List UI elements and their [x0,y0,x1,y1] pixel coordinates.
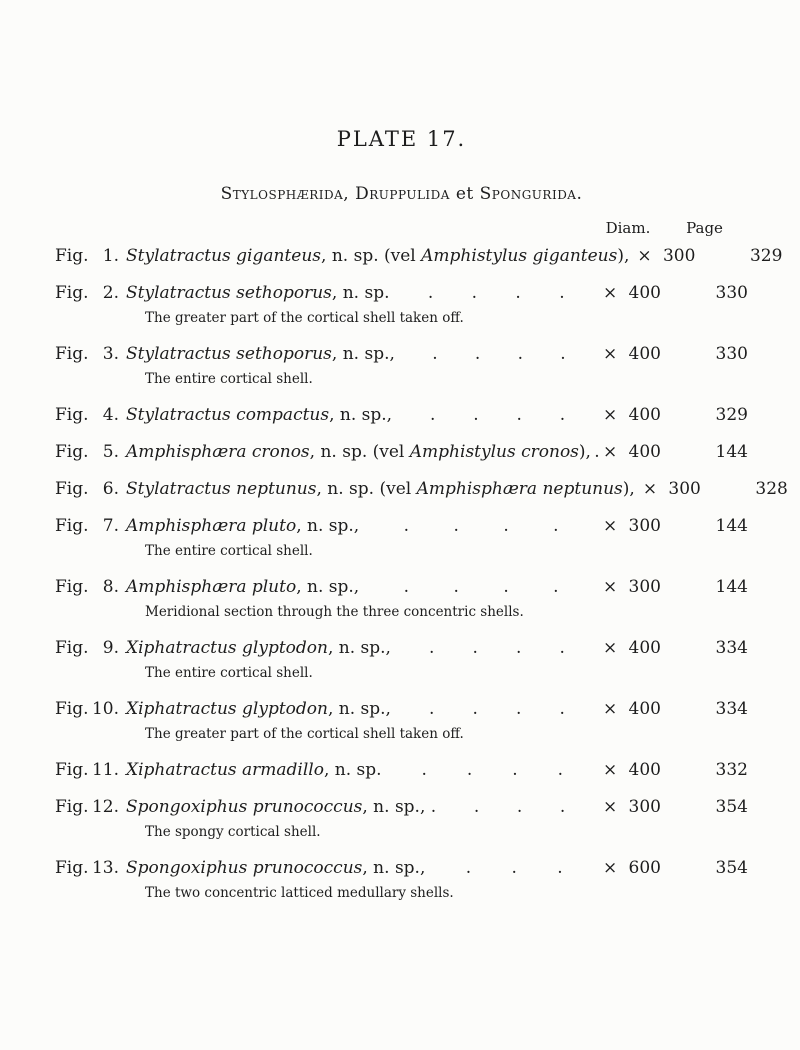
times-symbol: × [603,577,618,597]
species-name [119,636,391,660]
times-symbol: × [603,283,618,303]
subtitle-segment: Stylosphærida, Druppulida [220,184,450,204]
leader-dot: . [432,344,438,364]
figure-label [55,440,119,464]
species-name [119,440,591,464]
leader-dot: . [473,405,479,425]
leader-dots [359,514,603,538]
diam-cell [603,440,661,464]
species-name [119,403,392,427]
sub-caption: The entire cortical shell. [145,665,313,681]
leader-dot: . [559,405,566,425]
diam-cell [603,856,661,880]
sub-caption: Meridional section through the three concentric shells. [145,604,524,620]
species-name [119,856,425,880]
figure-label [55,636,119,660]
page-value: 144 [715,516,748,536]
diam-cell [643,477,701,501]
diam-value: 300 [628,516,661,536]
species-name-segment: , n. sp., [296,516,360,536]
figure-entry-line [55,281,748,305]
leader-dots [591,440,603,464]
species-name [119,514,359,538]
page-value: 334 [715,699,748,719]
figure-number: 5. [102,442,119,462]
table-row [55,575,748,623]
leader-dot: . [557,858,563,878]
times-symbol: × [603,760,618,780]
figure-number: 11. [91,760,119,780]
figure-entry-line [55,342,748,366]
figure-prefix: Fig. [55,516,89,536]
species-name [119,342,395,366]
column-header-diam: Diam. [605,219,651,237]
figure-prefix: Fig. [55,699,89,719]
leader-dots [436,795,603,819]
figure-prefix: Fig. [55,760,89,780]
species-name-segment: , n. sp., [296,577,360,597]
leader-dot: . [553,516,559,536]
species-name-segment: , n. sp., [327,638,391,658]
figure-list [55,244,788,904]
leader-dot: . [472,638,478,658]
species-name-segment: Amphisphæra pluto [126,577,297,597]
leader-dot: . [453,577,459,597]
plate-subtitle [55,184,748,204]
species-name-segment: Stylatractus giganteus [126,246,322,266]
diam-value: 300 [628,797,661,817]
page-value: 329 [749,246,783,266]
figure-number: 4. [102,405,119,425]
leader-dot: . [427,283,434,303]
figure-number: 8. [102,577,119,597]
diam-cell [603,403,661,427]
figure-prefix: Fig. [55,246,89,266]
diam-value: 400 [628,405,661,425]
leader-dots [391,697,603,721]
species-name-segment: Stylatractus sethoporus [126,283,332,303]
figure-number: 9. [102,638,119,658]
leader-dot: . [557,760,563,780]
figure-label [55,477,119,501]
species-name-segment: Amphisphæra neptunus [416,479,623,499]
table-row [55,440,748,464]
diam-cell [603,281,661,305]
page-value: 354 [715,797,748,817]
diam-cell [637,244,695,268]
leader-dots [392,403,603,427]
species-name-segment: Stylatractus neptunus [126,479,317,499]
leader-dot: . [594,442,600,462]
species-name [119,697,391,721]
leader-dots [425,856,603,880]
figure-label [55,281,119,305]
species-name [119,758,382,782]
figure-number: 13. [91,858,119,878]
species-name-segment: , n. sp., [329,405,393,425]
figure-prefix: Fig. [55,283,89,303]
species-name-segment: Stylatractus sethoporus [126,344,332,364]
diam-cell [603,575,661,599]
leader-dot: . [515,283,521,303]
figure-entry-line [55,856,748,880]
leader-dot: . [516,699,522,719]
species-name-segment: , n. sp., [327,699,391,719]
table-row [55,697,748,745]
subtitle-segment: Spongurida. [479,184,583,204]
page-value: 144 [715,577,748,597]
species-name-segment: , n. sp. [331,283,390,303]
table-row [55,636,748,684]
figure-entry-line [55,477,788,501]
leader-dot: . [503,516,509,536]
diam-cell [603,758,661,782]
table-row [55,758,748,782]
figure-number: 10. [91,699,119,719]
diam-value: 600 [628,858,661,878]
diam-cell [603,342,661,366]
leader-dot: . [553,577,559,597]
page-value: 328 [755,479,788,499]
figure-entry-line [55,575,748,599]
table-row [55,342,748,390]
species-name-segment: Spongoxiphus prunococcus [126,858,363,878]
diam-value: 400 [628,442,661,462]
leader-dots [395,342,603,366]
diam-value: 300 [668,479,701,499]
leader-dot: . [512,760,518,780]
figure-number: 3. [102,344,119,364]
times-symbol: × [603,699,618,719]
species-name [119,244,629,268]
sub-caption: The entire cortical shell. [145,371,313,387]
table-row [55,856,748,904]
leader-dots [391,636,603,660]
species-name-segment: Amphisphæra cronos [126,442,310,462]
species-name-segment: ), [617,246,630,266]
species-name-segment: Xiphatractus glyptodon [126,699,328,719]
figure-entry-line [55,440,748,464]
figure-prefix: Fig. [55,479,89,499]
leader-dot: . [465,858,472,878]
leader-dot: . [517,344,523,364]
leader-dots [382,758,603,782]
species-name-segment: ), [622,479,635,499]
diam-cell [603,636,661,660]
leader-dot: . [559,797,566,817]
page-value: 332 [715,760,748,780]
diam-value: 400 [628,638,661,658]
figure-prefix: Fig. [55,405,89,425]
leader-dot: . [503,577,509,597]
sub-caption: The two concentric latticed medullary shells. [145,885,454,901]
species-name-segment: , n. sp., [362,858,426,878]
diam-value: 400 [628,699,661,719]
species-name-segment: , n. sp. (vel [316,479,417,499]
page-value: 329 [715,405,748,425]
leader-dot: . [559,699,565,719]
figure-number: 6. [102,479,119,499]
figure-prefix: Fig. [55,858,89,878]
figure-prefix: Fig. [55,344,89,364]
leader-dots [389,281,603,305]
times-symbol: × [603,442,618,462]
leader-dots [359,575,603,599]
species-name-segment: ), [578,442,591,462]
species-name-segment: Amphistylus cronos [409,442,579,462]
figure-number: 2. [102,283,119,303]
diam-cell [603,697,661,721]
leader-dot: . [516,797,523,817]
leader-dot: . [516,638,522,658]
species-name-segment: , n. sp., . [362,797,437,817]
figure-entry-line [55,636,748,660]
figure-label [55,697,119,721]
species-name [119,477,635,501]
diam-value: 400 [628,283,661,303]
leader-dot: . [429,405,436,425]
table-row [55,477,788,501]
times-symbol: × [603,344,618,364]
leader-dot: . [429,699,435,719]
figure-label [55,342,119,366]
page-value: 330 [715,344,748,364]
leader-dot: . [472,699,478,719]
column-header-page: Page [686,219,723,237]
times-symbol: × [603,405,618,425]
sub-caption: The entire cortical shell. [145,543,313,559]
subtitle-segment: et [449,184,480,204]
diam-value: 300 [628,577,661,597]
species-name-segment: , n. sp. (vel [309,442,410,462]
times-symbol: × [603,638,618,658]
times-symbol: × [603,797,618,817]
table-row [55,244,783,268]
diam-value: 400 [628,760,661,780]
figure-number: 1. [102,246,119,266]
table-row [55,281,748,329]
page-value: 144 [715,442,748,462]
species-name [119,281,389,305]
figure-label [55,856,119,880]
leader-dot: . [559,283,565,303]
leader-dot: . [474,344,481,364]
times-symbol: × [603,516,618,536]
leader-dot: . [560,344,566,364]
sub-caption: The greater part of the cortical shell taken off. [145,726,464,742]
page-value: 354 [715,858,748,878]
figure-entry-line [55,697,748,721]
page-value: 334 [715,638,748,658]
table-row [55,514,748,562]
leader-dot: . [429,638,435,658]
leader-dot: . [403,516,410,536]
plate-title: PLATE 17. [336,127,467,151]
figure-entry-line [55,244,783,268]
species-name-segment: Spongoxiphus prunococcus [126,797,363,817]
figure-label [55,795,119,819]
diam-cell [603,795,661,819]
leader-dot: . [559,638,565,658]
species-name-segment: , n. sp. (vel [321,246,422,266]
species-name-segment: Amphistylus giganteus [421,246,618,266]
leader-dot: . [466,760,473,780]
species-name-segment: Xiphatractus glyptodon [126,638,328,658]
table-row [55,795,748,843]
times-symbol: × [637,246,652,266]
figure-label [55,244,119,268]
figure-prefix: Fig. [55,638,89,658]
leader-dot: . [471,283,478,303]
column-headers [55,218,748,238]
sub-caption: The spongy cortical shell. [145,824,321,840]
diam-cell [603,514,661,538]
times-symbol: × [603,858,618,878]
species-name-segment: Xiphatractus armadillo [126,760,324,780]
leader-dot: . [511,858,517,878]
species-name-segment: , n. sp. [323,760,382,780]
species-name-segment: Amphisphæra pluto [126,516,297,536]
times-symbol: × [642,479,658,499]
figure-entry-line [55,758,748,782]
figure-prefix: Fig. [55,442,89,462]
figure-entry-line [55,514,748,538]
figure-label [55,758,119,782]
figure-prefix: Fig. [55,797,89,817]
diam-value: 300 [662,246,696,266]
species-name-segment: , n. sp., [331,344,395,364]
figure-label [55,575,119,599]
leader-dot: . [516,405,522,425]
leader-dot: . [403,577,410,597]
leader-dot: . [421,760,427,780]
figure-number: 7. [102,516,119,536]
figure-number: 12. [91,797,119,817]
leader-dot: . [453,516,459,536]
species-name-segment: Stylatractus compactus [126,405,330,425]
leader-dot: . [473,797,480,817]
species-name [119,575,359,599]
figure-entry-line [55,795,748,819]
sub-caption: The greater part of the cortical shell taken off. [145,310,464,326]
diam-value: 400 [628,344,661,364]
figure-label [55,514,119,538]
page-value: 330 [715,283,748,303]
figure-label [55,403,119,427]
figure-entry-line [55,403,748,427]
table-row [55,403,748,427]
header-spacer [55,218,595,238]
figure-prefix: Fig. [55,577,89,597]
species-name [119,795,436,819]
